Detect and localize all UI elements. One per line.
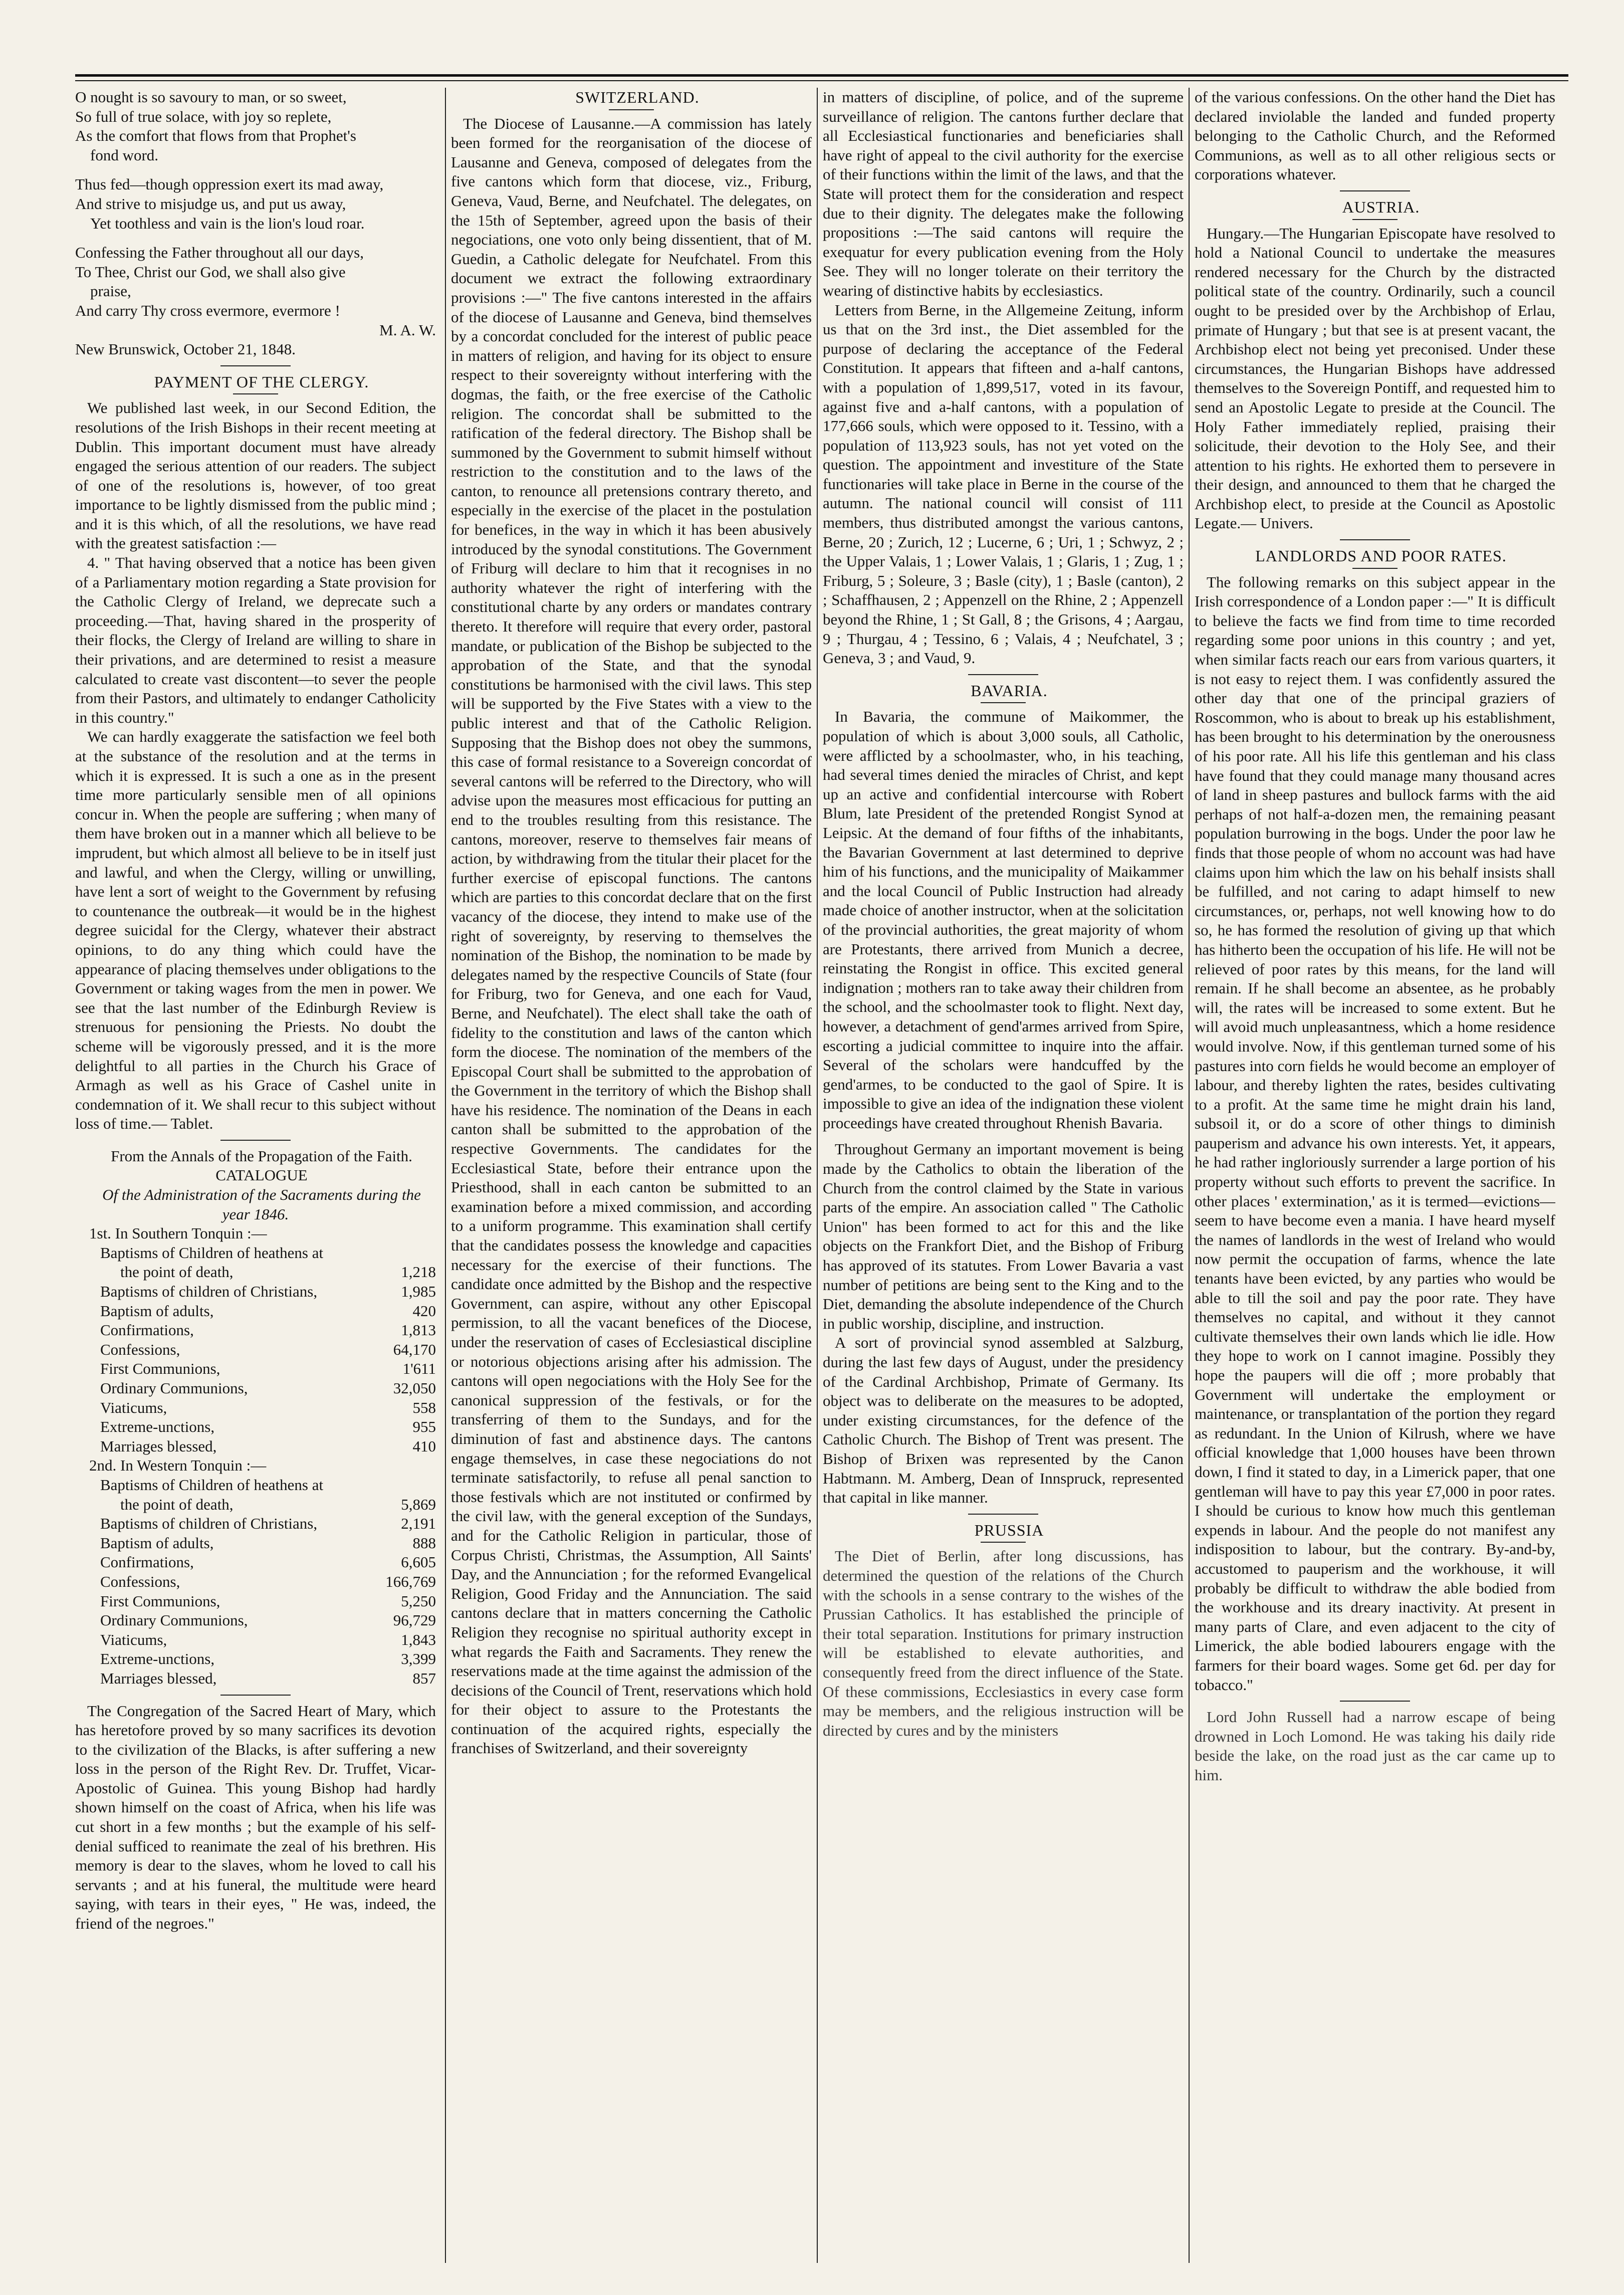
paragraph: 4. " That having observed that a notice has been given of a Parliamentary motion regarding a State provision for the Catholic Clergy of Ireland, we deprecate such a proceeding.—That, having shared in the prosperity of their flocks, the Clergy of Ireland are willing to share in their privations, and are determined to resist a measure calculated to create vast discontent—to sever the people from their Pastors, and ultimately to endanger Catholicity in this country." bbox=[75, 554, 436, 726]
paragraph: Letters from Berne, in the Allgemeine Zeitung, inform us that on the 3rd inst., the Diet assembled for the purpose of declaring the acceptance of the Federal Constitution. It appears that fifteen and a-half cantons, with a population of 1,899,517, voted in its favour, against five and a-half cantons, with a population of 177,666 souls, which were opposed to it. Tessino, with a population of 113,923 souls, has not yet voted on the question. The appointment and investiture of the State functionaries will take place in Berne in the course of the autumn. The national council will consist of 111 members, thus distributed amongst the various cantons, Berne, 20 ; Zurich, 12 ; Lucerne, 6 ; Uri, 1 ; Schwyz, 2 ; the Upper Valais, 1 ; Lower Valais, 1 ; Glaris, 1 ; Zug, 1 ; Friburg, 5 ; Soleure, 3 ; Basle (city), 1 ; Basle (canton), 2 ; Schaffhausen, 2 ; Appenzell on the Rhine, 2 ; Appenzell beyond the Rhine, 1 ; St Gall, 8 ; the Grisons, 4 ; Aargau, 9 ; Thurgau, 4 ; Tessino, 6 ; Valais, 4 ; Neufchatel, 3 ; Geneva, 3 ; and Vaud, 9. bbox=[823, 301, 1184, 667]
catalogue-label: Confessions, bbox=[100, 1572, 180, 1590]
paragraph: We published last week, in our Second Edition, the resolutions of the Irish Bishops in their recent meeting at Dublin. This important document must have already engaged the serious attention of our readers. The subject of one of the resolutions is, however, of too great importance to be lightly dismissed from the public mind ; and it is this which, of all the resolutions, we have read with the greatest satisfaction :— bbox=[75, 399, 436, 552]
catalogue-value: 1,218 bbox=[401, 1263, 436, 1281]
catalogue-value: 6,605 bbox=[401, 1553, 436, 1571]
catalogue-label: Baptisms of children of Christians, bbox=[100, 1515, 318, 1533]
catalogue-value: 1,813 bbox=[401, 1321, 436, 1339]
catalogue-label: Ordinary Communions, bbox=[100, 1611, 248, 1629]
catalogue-row bbox=[75, 1611, 436, 1630]
catalogue-section-title: 2nd. In Western Tonquin :— bbox=[89, 1456, 267, 1475]
section-divider bbox=[220, 365, 291, 366]
catalogue-row bbox=[75, 1592, 436, 1611]
paragraph: The Congregation of the Sacred Heart of Mary, which has heretofore proved by so many sacrifices its devotion to the civilization of the Blacks, is after suffering a new loss in the person of the Right Rev. Dr. Truffet, Vicar-Apostolic of Guinea. This young Bishop had hardly shown himself on the coast of Africa, when his life was cut short in a few months ; but the example of his self-denial sufficed to reanimate the zeal of his brethren. His memory is dear to the slaves, whom he loved to call his servants ; and at his funeral, the multitude were heard saying, with tears in their eyes, " He was, indeed, the friend of the negroes." bbox=[75, 1702, 436, 1933]
heading-payment-of-clergy: PAYMENT OF THE CLERGY. bbox=[154, 372, 369, 391]
catalogue-label: Ordinary Communions, bbox=[100, 1379, 248, 1397]
catalogue-value: 1,985 bbox=[401, 1283, 436, 1301]
paragraph: A sort of provincial synod assembled at Salzburg, during the last few days of August, under the presidency of the Cardinal Archbishop, Primate of Germany. Its object was to deliberate on the measures to be adopted, under existing circumstances, for the defence of the Catholic Church. The Bishop of Trent was present. The Bishop of Brixen was represented by the Canon Habtmann. M. Amberg, Dean of Innspruck, represented that capital in like manner. bbox=[823, 1334, 1184, 1507]
catalogue-row bbox=[75, 1398, 436, 1418]
catalogue-label: Marriages blessed, bbox=[100, 1437, 217, 1455]
column-rule bbox=[445, 88, 446, 2263]
heading-austria: AUSTRIA. bbox=[1342, 197, 1420, 216]
catalogue-value: 558 bbox=[412, 1398, 436, 1416]
paragraph: Hungary.—The Hungarian Episcopate have resolved to hold a National Council to undertake the measures rendered necessary for the Church by the distracted political state of the country. Ordinarily, such a council ought to be presided over by the Archbishop of Erlau, primate of Hungary ; but that see is at present vacant, the Archbishop elect not being yet preconised. Under these circumstances, the Hungarian Bishops have addressed themselves to the Sovereign Pontiff, and requested him to send an Apostolic Legate to preside at the Council. The Holy Father immediately replied, praising their solicitude, their devotion to the Holy See, and their attention to his rights. He exhorted them to persevere in their design, and announced to them that he charged the Archbishop elect, to preside at the Council as Apostolic Legate.— Univers. bbox=[1195, 224, 1555, 532]
catalogue-label: Baptism of adults, bbox=[100, 1302, 214, 1320]
poem-line: Yet toothless and vain is the lion's loud roar. bbox=[90, 214, 365, 232]
section-divider bbox=[220, 1695, 291, 1696]
catalogue-row bbox=[75, 1282, 436, 1302]
catalogue-value: 888 bbox=[412, 1534, 436, 1552]
catalogue-label: First Communions, bbox=[100, 1360, 220, 1378]
heading-rule bbox=[233, 393, 278, 394]
catalogue-value: 64,170 bbox=[393, 1340, 436, 1358]
catalogue-value: 2,191 bbox=[401, 1515, 436, 1533]
heading-bavaria: BAVARIA. bbox=[971, 681, 1048, 700]
column-3 bbox=[823, 88, 1184, 2263]
catalogue-label: Confirmations, bbox=[100, 1321, 194, 1339]
catalogue-label: First Communions, bbox=[100, 1592, 220, 1610]
section-divider bbox=[1340, 539, 1410, 540]
column-2 bbox=[451, 88, 812, 2263]
catalogue-row bbox=[75, 1649, 436, 1669]
catalogue-subtitle: Of the Administration of the Sacraments during the year 1846. bbox=[102, 1186, 421, 1223]
catalogue-value: 5,869 bbox=[401, 1495, 436, 1513]
catalogue-value: 3,399 bbox=[401, 1650, 436, 1668]
catalogue-row bbox=[75, 1321, 436, 1340]
catalogue-value: 410 bbox=[412, 1437, 436, 1455]
paragraph: The Diocese of Lausanne.—A commission has lately been formed for the reorganisation of the diocese of Lausanne and Geneva, composed of delegates from the five cantons which form that diocese, viz., Friburg, Geneva, Vaud, Berne, and Neufchatel. The delegates, on the 15th of September, agreed upon the basis of their negociations, one voto only being dissentient, that of M. Guedin, a Catholic delegate for Neufchatel. From this document we extract the following extraordinary provisions :—" The five cantons interested in the affairs of the diocese of Lausanne and Geneva, bind themselves by a concordat concluded for the interest of public peace in matters of religion, and having for its object to ensure respect to their sovereignty without interfering with the dogmas, the faith, or the free exercise of the Catholic religion. The concordat shall be submitted to the ratification of the federal directory. The Bishop shall be summoned by the Government to submit himself without restriction to the constitution and to the laws of the canton, to renounce all pretensions contrary thereto, and especially in the exercise of the placet in the postulation for benefices, in the way in which it has been abusively introduced by the synodal constitutions. The Government of Friburg will declare to him that it recognises in no authority whatever the right of interfering with the constitutional charte by any orders or mandates contrary thereto. It therefore will require that every order, pastoral mandate, or publication of the Bishop be subjected to the approbation of the State, and that the synodal constitutions be harmonised with the civil laws. This step will be supported by the Five States with a view to the public interest and that of the Catholic Religion. Supposing that the Bishop does not obey the summons, this case of formal resistance to a Sovereign concordat of several cantons will be referred to the Directory, who will advise upon the measures most efficacious for putting an end to the troubles resulting from this resistance. The cantons, moreover, reserve to themselves fair means of action, by withdrawing from the titular their placet for the further exercise of episcopal functions. The cantons which are parties to this concordat declare that on the first vacancy of the diocese, they intend to make use of the right of sovereignty, by reserving to themselves the nomination of the Bishop, the nomination to be made by delegates named by the respective Councils of State (four for Friburg, two for Geneva, and one each for Vaud, Berne, and Neufchatel). The elect shall take the oath of fidelity to the constitution and laws of the canton which form the diocese. The nomination of the members of the Episcopal Court shall be submitted to the approbation of the Government in the territory of which the Bishop shall have his residence. The nomination of the Deans in each canton shall be submitted to the approbation of the respective Governments. The candidates for the Ecclesiastical State, before their entrance upon the Priesthood, shall in each canton be submitted to an examination before a mixed commission, and according to a uniform programme. This examination shall certify that the candidates possess the knowledge and capacities necessary for the exercise of their functions. The candidate once admitted by the Bishop and the respective Government, can aspire, without any other Episcopal permission, to all the vacant benefices of the Diocese, under the reservation of cases of Ecclesiastical discipline or notorious objections arising after his admission. The cantons will open negociations with the Holy See for the canonical suppression of the festivals, or for the transferring of them to the Sundays, and for the diminution of fast and abstinence days. The cantons engage themselves, in case these negociations do not terminate satisfactorily, to refuse all penal sanction to those festivals which are not instituted or confirmed by the civil law, with the general exception of the Sundays, and for the Catholic Religion in particular, those of Corpus Christi, Christmas, the Assumption, All Saints' Day, and the Annunciation ; for the reformed Evangelical Religion, Good Friday and the Annunciation. The said cantons declare that in matters concerning the Catholic Religion they recognise no spiritual authority except in what regards the Faith and Sacraments. They renew the reservations made at the time against the admission of the decisions of the Council of Trent, reservations which hold for their object to assure to the Protestants the continuation of the acquired rights, especially the franchises of Switzerland, and their sovereignty bbox=[451, 114, 812, 1757]
catalogue-label: Baptism of adults, bbox=[100, 1534, 214, 1552]
catalogue-value: 1'611 bbox=[402, 1360, 436, 1378]
paragraph: Lord John Russell had a narrow escape of being drowned in Loch Lomond. He was taking his daily ride beside the lake, on the road just as the car came up to him. bbox=[1195, 1708, 1555, 1784]
catalogue-label: Viaticums, bbox=[100, 1398, 167, 1416]
paragraph: Throughout Germany an important movement is being made by the Catholics to obtain the liberation of the Church from the control claimed by the State in various parts of the empire. An association called " The Catholic Union" has been formed to act for this and the like objects on the Frankfort Diet, and the Bishop of Friburg has approved of its statutes. From Lower Bavaria a vast number of petitions are being sent to the King and to the Diet, demanding the absolute independence of the Church in public worship, discipline, and instruction. bbox=[823, 1140, 1184, 1332]
column-rule bbox=[1189, 88, 1190, 2263]
paragraph: in matters of discipline, of police, and of the supreme surveillance of religion. The cantons further declare that all Ecclesiastical functionaries and beneficiaries shall have right of appeal to the civil authority for the exercise of their functions within the limit of the laws, and that the State will protect them for the consideration and respect due to their dignity. The delegates make the following propositions :—The said cantons will require the exequatur for every publication evening from the Holy See. They will no longer tolerate on their territory the wearing of distinctive habits by ecclesiastics. bbox=[823, 88, 1184, 299]
catalogue-value: 857 bbox=[412, 1669, 436, 1687]
heading-prussia: PRUSSIA bbox=[974, 1521, 1044, 1539]
poem-line: Thus fed—though oppression exert its mad away, bbox=[75, 175, 384, 193]
poem-dateline: New Brunswick, October 21, 1848. bbox=[75, 340, 296, 358]
catalogue-value: 955 bbox=[412, 1418, 436, 1436]
heading-catalogue: CATALOGUE bbox=[215, 1166, 308, 1184]
poem-line: And strive to misjudge us, and put us away, bbox=[75, 194, 346, 213]
heading-switzerland: SWITZERLAND. bbox=[575, 88, 700, 106]
catalogue-label: Viaticums, bbox=[100, 1630, 167, 1648]
section-divider bbox=[1340, 1701, 1410, 1702]
catalogue-row bbox=[75, 1534, 436, 1553]
column-1 bbox=[75, 88, 436, 2263]
catalogue-row bbox=[75, 1417, 436, 1437]
catalogue-label: Marriages blessed, bbox=[100, 1669, 217, 1687]
heading-rule bbox=[981, 702, 1026, 703]
annals-source-line: From the Annals of the Propagation of the Faith. bbox=[111, 1147, 412, 1165]
poem-line: As the comfort that flows from that Prophet's bbox=[75, 127, 356, 145]
poem-line: And carry Thy cross evermore, evermore ! bbox=[75, 301, 340, 319]
catalogue-label: Extreme-unctions, bbox=[100, 1418, 215, 1436]
poem-line: O nought is so savoury to man, or so sweet, bbox=[75, 88, 347, 106]
paragraph: We can hardly exaggerate the satisfaction we feel both at the substance of the resolution and at the terms in which it is expressed. It is such a one as in the present time more particularly sensible men of all opinions concur in. When the people are suffering ; when many of them have broken out in a manner which all believe to be imprudent, but which almost all believe to be in itself just and lawful, and when the Clergy, willing or unwilling, have lent a sort of weight to the Government by refusing to countenance the outbreak—it would be in the highest degree suicidal for the Clergy, whatever their abstract opinions, to do any thing which could have the appearance of placing themselves under obligations to the Government or taking wages from the men in power. We see that the last number of the Edinburgh Review is strenuous for pensioning the Priests. No doubt the scheme will be vigorously pressed, and it is the more delightful to all parties in the Church his Grace of Armagh as well as his Grace of Cashel unite in condemnation of it. We shall recur to this subject without loss of time.— Tablet. bbox=[75, 728, 436, 1133]
heading-rule bbox=[609, 109, 654, 110]
catalogue-row bbox=[75, 1340, 436, 1360]
top-thin-rule bbox=[75, 80, 1568, 81]
catalogue-row bbox=[75, 1630, 436, 1650]
catalogue-row bbox=[75, 1669, 436, 1689]
catalogue-value: 1,843 bbox=[401, 1630, 436, 1648]
catalogue-value: 166,769 bbox=[385, 1572, 436, 1590]
column-rule bbox=[817, 88, 818, 2263]
paragraph: The Diet of Berlin, after long discussions, has determined the question of the relations of the Church with the schools in a sense contrary to the wishes of the Prussian Catholics. It has established the principle of their total separation. Institutions for primary instruction will be established to elevate authorities, and consequently freed from the direct influence of the State. Of these commissions, Ecclesiastics in every case form may be members, and the religious instruction will be directed by cures and by the ministers bbox=[823, 1547, 1184, 1739]
poem bbox=[75, 88, 436, 359]
heading-landlords-and-poor-rates: LANDLORDS AND POOR RATES. bbox=[1255, 547, 1507, 565]
heading-rule bbox=[1352, 219, 1398, 220]
catalogue-label: Confessions, bbox=[100, 1340, 180, 1358]
catalogue-row bbox=[75, 1553, 436, 1572]
catalogue-row bbox=[75, 1476, 436, 1495]
catalogue-label: the point of death, bbox=[120, 1495, 234, 1513]
heading-rule bbox=[1352, 568, 1398, 569]
catalogue-label: Baptisms of Children of heathens at bbox=[100, 1476, 324, 1494]
poem-line: fond word. bbox=[90, 146, 159, 164]
catalogue-row bbox=[75, 1437, 436, 1456]
paragraph: of the various confessions. On the other hand the Diet has declared inviolable the landed and funded property belonging to the Catholic Church, and the Reformed Communions, as well as to all other religious sects or corporations whatever. bbox=[1195, 88, 1555, 183]
section-divider bbox=[968, 674, 1038, 675]
heading-rule bbox=[981, 1542, 1026, 1543]
paragraph: In Bavaria, the commune of Maikommer, the population of which is about 3,000 souls, all Catholic, were afflicted by a schoolmaster, who, in his teaching, had several times denied the miracles of Christ, and kept up an active and confidential intercourse with Robert Blum, late President of the pretended Rongist Synod at Leipsic. At the demand of four fifths of the inhabitants, the Bavarian Government at last determined to deprive him of his functions, and the municipality of Maikammer and the local Council of Public Instruction had already made choice of another instructor, when at the solicitation of the provincial authorities, the great majority of whom are Protestants, there arrived from Munich a decree, reinstating the Rongist in office. This excited general indignation ; mothers ran to take away their children from the school, and the schoolmaster took to flight. Next day, however, a detachment of gend'armes arrived from Spire, escorting a judicial committee to inquire into the affair. Several of the scholars were handcuffed by the gend'armes, to be conducted to the gaol of Spire. It is impossible to give an idea of the indignation these violent proceedings have created throughout Rhenish Bavaria. bbox=[823, 708, 1184, 1132]
catalogue-row bbox=[75, 1379, 436, 1398]
catalogue-row bbox=[75, 1243, 436, 1263]
section-divider bbox=[1340, 190, 1410, 191]
poem-line: praise, bbox=[90, 282, 131, 300]
catalogue-row bbox=[75, 1263, 436, 1282]
section-divider bbox=[220, 1140, 291, 1141]
column-4 bbox=[1195, 88, 1555, 2263]
catalogue-value: 5,250 bbox=[401, 1592, 436, 1610]
poem-line: To Thee, Christ our God, we shall also give bbox=[75, 263, 346, 281]
section-divider bbox=[968, 1514, 1038, 1515]
catalogue-row bbox=[75, 1514, 436, 1534]
catalogue-label: the point of death, bbox=[120, 1263, 234, 1281]
top-double-rule bbox=[75, 74, 1568, 77]
poem-line: Confessing the Father throughout all our days, bbox=[75, 244, 364, 262]
catalogue-value: 96,729 bbox=[393, 1611, 436, 1629]
catalogue-row bbox=[75, 1302, 436, 1321]
catalogue-value: 420 bbox=[412, 1302, 436, 1320]
catalogue-row bbox=[75, 1572, 436, 1592]
paragraph: The following remarks on this subject appear in the Irish correspondence of a London paper :—" It is difficult to believe the facts we find from time to time recorded regarding some poor unions in this country ; and yet, when similar facts reach our ears from various quarters, it is not easy to reject them. I was confidently assured the other day that one of the principal graziers of Roscommon, who is about to break up his establishment, has been brought to his determination by the onerousness of his poor rate. All his life this gentleman and his class have found that they could manage many thousand acres of land in sheep pastures and bullock farms with the aid perhaps of not half-a-dozen men, the remaining peasant population burrowing in the bogs. Under the poor law he finds that those people of whom no account was had have claims upon him which the law on his behalf insists shall be fulfilled, and not caring to adapt himself to new circumstances, or, perhaps, not well knowing how to do so, he has formed the resolution of giving up that which has hitherto been the occupation of his life. He will not be relieved of poor rates by this means, for the land will remain. If he shall become an absentee, as he probably will, the rates will be increased to some extent. But he will avoid much unpleasantness, which a home residence would involve. Now, if this gentleman turned some of his pastures into corn fields he would become an employer of labour, and thereby lighten the rates, besides cultivating to a profit. At the same time he might drain his land, subsoil it, or do a score of other things to diminish pauperism and advance his own interests. Yet, it appears, he had rather ingloriously surrender a large portion of his property without such efforts to prevent the sacrifice. In other places ' extermination,' as it is termed—evictions—seem to have become even a mania. I have heard myself the names of landlords in the west of Ireland who would now permit the occupation of farms, whence the late tenants have been evicted, by any parties who would be able to till the soil and pay the poor rate. They have themselves no capital, and without it they cannot cultivate themselves their own lands which lie idle. How they hope to work on I cannot imagine. Possibly they hope the paupers will die off ; more probably that Government will undertake the employment or maintenance, or transplantation of the portion they regard as redundant. In the Union of Kilrush, where we have official knowledge that 1,000 houses have been thrown down, I find it stated to day, in a Limerick paper, that one gentleman will have to pay this year £7,000 in poor rates. I should be curious to know how much this gentleman expends in labour. And the people do not manifest any indisposition to labour, but the contrary. By-and-by, accustomed to pauperism and the workhouse, it will probably be difficult to withdraw the able bodied from the workhouse and its dreary inactivity. At present in many parts of Clare, and even adjacent to the city of Limerick, the able bodied labourers engage with the farmers for their board wages. Some get 6d. per day for tobacco." bbox=[1195, 573, 1555, 1694]
catalogue-label: Confirmations, bbox=[100, 1553, 194, 1571]
catalogue-row bbox=[75, 1359, 436, 1379]
catalogue-value: 32,050 bbox=[393, 1379, 436, 1397]
catalogue-label: Extreme-unctions, bbox=[100, 1650, 215, 1668]
catalogue-row bbox=[75, 1495, 436, 1515]
poem-signature: M. A. W. bbox=[379, 321, 436, 339]
catalogue-table bbox=[75, 1224, 436, 1688]
catalogue-label: Baptisms of children of Christians, bbox=[100, 1283, 318, 1301]
poem-line: So full of true solace, with joy so replete, bbox=[75, 107, 332, 125]
catalogue-section-title: 1st. In Southern Tonquin :— bbox=[89, 1224, 267, 1242]
catalogue-label: Baptisms of Children of heathens at bbox=[100, 1243, 324, 1262]
